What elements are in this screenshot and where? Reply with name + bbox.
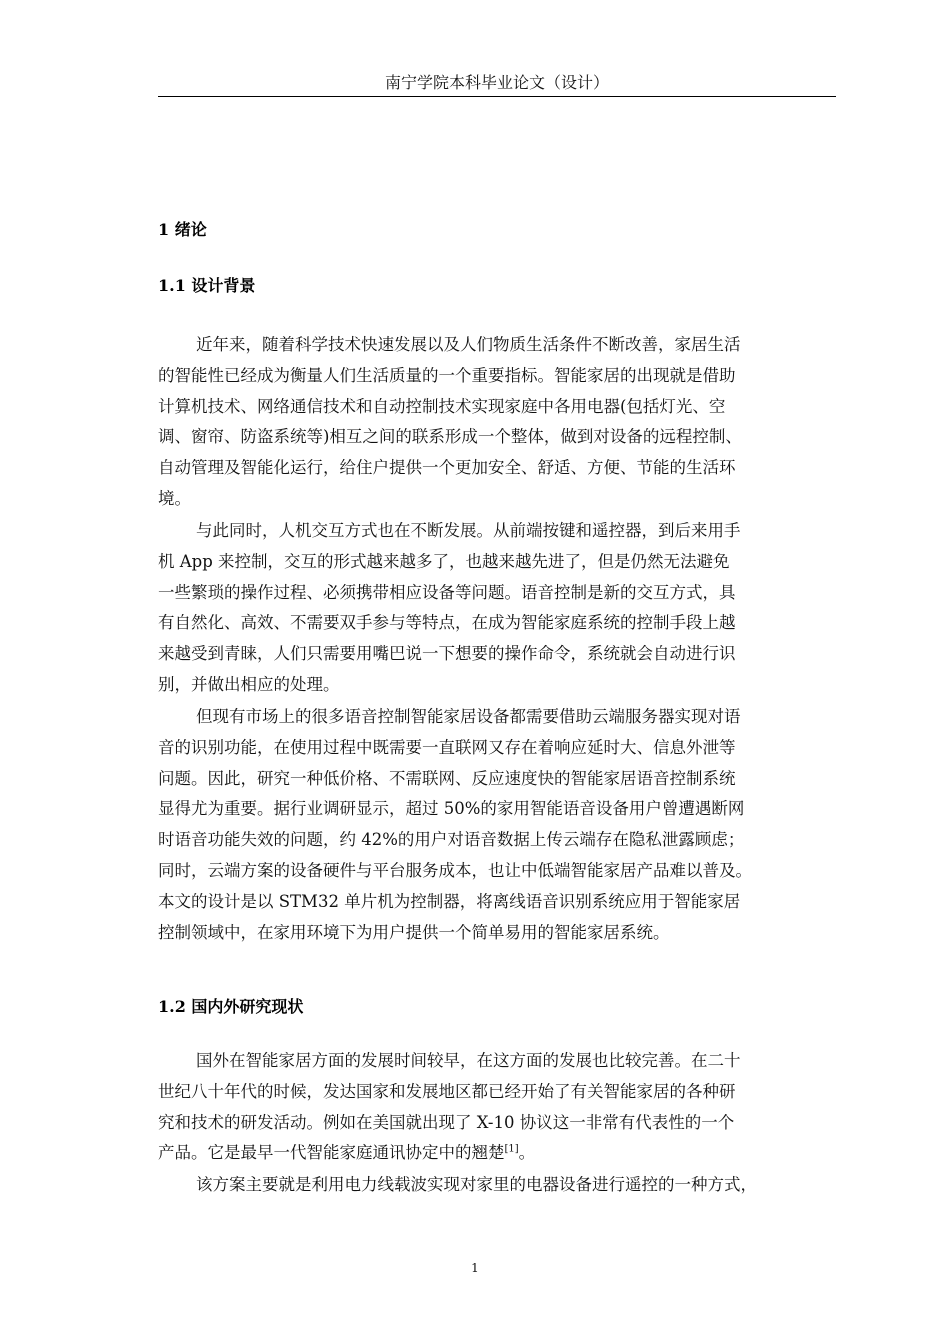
text-line: 问题。因此，研究一种低价格、不需联网、反应速度快的智能家居语音控制系统 [158, 768, 736, 788]
text-line-with-citation [158, 1138, 836, 1169]
section-title-1-1: 1.1 设计背景 [158, 276, 256, 295]
paragraph-background-3 [158, 702, 836, 948]
text-line: 同时，云端方案的设备硬件与平台服务成本，也让中低端智能家居产品难以普及。 [158, 860, 752, 880]
text-line: 国外在智能家居方面的发展时间较早，在这方面的发展也比较完善。在二十 [196, 1051, 741, 1070]
text-line: 与此同时，人机交互方式也在不断发展。从前端按键和遥控器，到后来用手 [196, 521, 741, 540]
text-line: 别，并做出相应的处理。 [158, 674, 340, 694]
section-title-1-2: 1.2 国内外研究现状 [158, 997, 304, 1016]
text-line: 世纪八十年代的时候，发达国家和发展地区都已经开始了有关智能家居的各种研 [158, 1081, 736, 1101]
text-segment: 。 [518, 1143, 536, 1163]
text-line: 的智能性已经成为衡量人们生活质量的一个重要指标。智能家居的出现就是借助 [158, 365, 736, 385]
text-line: 调、窗帘、防盗系统等)相互之间的联系形成一个整体，做到对设备的远程控制、 [158, 427, 742, 447]
text-line: 音的识别功能，在使用过程中既需要一直联网又存在着响应延时大、信息外泄等 [158, 737, 736, 757]
text-line: 本文的设计是以 STM32 单片机为控制器，将离线语音识别系统应用于智能家居 [158, 891, 741, 911]
text-line: 自动管理及智能化运行，给住户提供一个更加安全、舒适、方便、节能的生活环 [158, 458, 736, 478]
text-line: 控制领域中，在家用环境下为用户提供一个简单易用的智能家居系统。 [158, 922, 670, 942]
paragraph-research-1 [158, 1046, 836, 1169]
text-line: 来越受到青睐，人们只需要用嘴巴说一下想要的操作命令，系统就会自动进行识 [158, 644, 736, 664]
text-line: 究和技术的研发活动。例如在美国就出现了 X-10 协议这一非常有代表性的一个 [158, 1112, 735, 1132]
text-line: 机 App 来控制，交互的形式越来越多了，也越来越先进了，但是仍然无法避免 [158, 551, 730, 571]
text-line: 时语音功能失效的问题，约 42%的用户对语音数据上传云端存在隐私泄露顾虑； [158, 830, 745, 850]
citation-ref: [1] [504, 1143, 519, 1155]
text-line: 一些繁琐的操作过程、必须携带相应设备等问题。语音控制是新的交互方式，具 [158, 582, 736, 602]
page-header: 南宁学院本科毕业论文（设计） [158, 72, 836, 97]
paragraph-background-2 [158, 516, 836, 701]
text-line: 但现有市场上的很多语音控制智能家居设备都需要借助云端服务器实现对语 [196, 707, 741, 726]
text-line: 计算机技术、网络通信技术和自动控制技术实现家庭中各用电器(包括灯光、空 [158, 396, 726, 416]
text-line: 境。 [158, 488, 191, 508]
text-line: 近年来，随着科学技术快速发展以及人们物质生活条件不断改善，家居生活 [196, 335, 741, 354]
text-line: 该方案主要就是利用电力线载波实现对家里的电器设备进行遥控的一种方式， [196, 1175, 757, 1194]
paragraph-research-2 [158, 1170, 836, 1201]
text-line: 显得尤为重要。据行业调研显示，超过 50%的家用智能语音设备用户曾遭遇断网 [158, 799, 745, 819]
page-number: 1 [471, 1261, 479, 1275]
chapter-title: 1 绪论 [158, 220, 207, 239]
text-line: 有自然化、高效、不需要双手参与等特点，在成为智能家庭系统的控制手段上越 [158, 613, 736, 633]
paragraph-background-1 [158, 330, 836, 515]
text-segment: 产品。它是最早一代智能家庭通讯协定中的翘楚 [158, 1143, 505, 1163]
